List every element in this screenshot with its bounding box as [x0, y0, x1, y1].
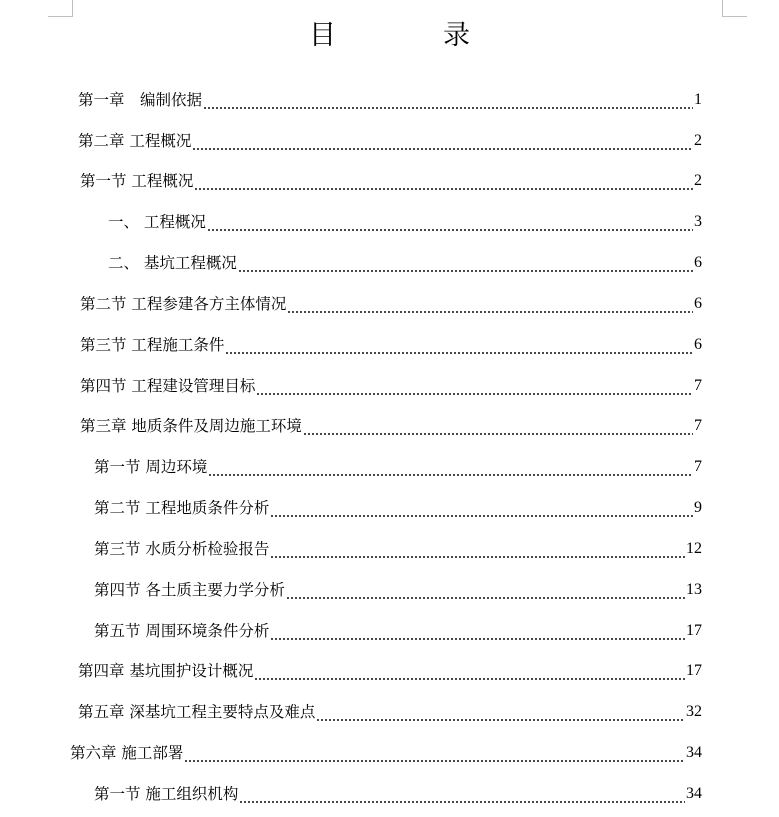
toc-entry-label: 第六章 施工部署: [70, 744, 184, 762]
toc-entry-label: 第四章 基坑围护设计概况: [78, 662, 254, 680]
toc-dot-leader: [316, 700, 685, 724]
toc-dot-leader: [270, 496, 693, 520]
toc-entry-label: 第二章 工程概况: [78, 132, 192, 150]
toc-entry[interactable]: [78, 129, 702, 153]
toc-entry-page: 7: [694, 417, 702, 434]
toc-dot-leader: [254, 659, 685, 683]
toc-entry-label: 第一节 施工组织机构: [94, 785, 239, 803]
page-corner-mark-right: [722, 0, 747, 17]
toc-entry-page: 13: [686, 581, 702, 598]
toc-entry-label: 第三节 工程施工条件: [80, 336, 225, 354]
toc-entry-label: 第三章 地质条件及周边施工环境: [80, 417, 302, 435]
toc-entry[interactable]: [80, 414, 702, 438]
toc-entry-page: 32: [686, 703, 702, 720]
toc-entry[interactable]: [78, 700, 702, 724]
toc-entry-page: 12: [686, 540, 702, 557]
toc-entry-label: 第四节 工程建设管理目标: [80, 377, 256, 395]
toc-entry-page: 3: [694, 213, 702, 230]
toc-entry[interactable]: [80, 292, 702, 316]
toc-entry-page: 6: [694, 254, 702, 271]
toc-entry[interactable]: [94, 782, 702, 806]
toc-dot-leader: [303, 414, 693, 438]
toc-entry[interactable]: [78, 659, 702, 683]
toc-entry-page: 17: [686, 622, 702, 639]
toc-dot-leader: [192, 129, 693, 153]
toc-dot-leader: [194, 169, 693, 193]
toc-dot-leader: [270, 537, 685, 561]
toc-entry-page: 9: [694, 499, 702, 516]
toc-entry-page: 34: [686, 785, 702, 802]
toc-entry[interactable]: [94, 537, 702, 561]
toc-entry-label: 第五节 周围环境条件分析: [94, 622, 270, 640]
toc-entry[interactable]: [94, 619, 702, 643]
toc-entry-page: 7: [694, 377, 702, 394]
toc-entry-page: 1: [694, 91, 702, 108]
toc-entry-page: 34: [686, 744, 702, 761]
toc-entry[interactable]: [80, 374, 702, 398]
toc-entry[interactable]: [108, 210, 702, 234]
toc-dot-leader: [239, 782, 685, 806]
toc-entry[interactable]: [80, 169, 702, 193]
toc-dot-leader: [286, 578, 685, 602]
toc-entry-label: 一、 工程概况: [108, 213, 206, 231]
toc-entry[interactable]: [70, 741, 702, 765]
toc-entry-label: 第一节 周边环境: [94, 458, 208, 476]
toc-dot-leader: [203, 88, 693, 112]
toc-dot-leader: [256, 374, 693, 398]
page-corner-mark-left: [48, 0, 73, 17]
toc-entry-label: 第二节 工程地质条件分析: [94, 499, 270, 517]
toc-entry-page: 17: [686, 662, 702, 679]
toc-entry-label: 第二节 工程参建各方主体情况: [80, 295, 287, 313]
toc-entry-page: 6: [694, 336, 702, 353]
toc-entry[interactable]: [94, 455, 702, 479]
toc-dot-leader: [208, 455, 693, 479]
toc-title: 目 录: [309, 20, 510, 51]
toc-dot-leader: [207, 210, 693, 234]
toc-entry-label: 第一章 编制依据: [78, 91, 203, 109]
toc-dot-leader: [270, 619, 685, 643]
toc-entry-page: 2: [694, 132, 702, 149]
toc-entry-page: 7: [694, 458, 702, 475]
toc-entry[interactable]: [108, 251, 702, 275]
toc-entry-label: 第五章 深基坑工程主要特点及难点: [78, 703, 316, 721]
toc-dot-leader: [184, 741, 685, 765]
toc-entry[interactable]: [94, 578, 702, 602]
toc-entry[interactable]: [78, 88, 702, 112]
toc-entry-page: 2: [694, 172, 702, 189]
toc-entry-label: 第三节 水质分析检验报告: [94, 540, 270, 558]
toc-entry-label: 第四节 各土质主要力学分析: [94, 581, 285, 599]
toc-entry-label: 二、 基坑工程概况: [108, 254, 237, 272]
toc-entry[interactable]: [80, 333, 702, 357]
toc-dot-leader: [238, 251, 693, 275]
toc-dot-leader: [287, 292, 693, 316]
toc-entry[interactable]: [94, 496, 702, 520]
toc-entry-label: 第一节 工程概况: [80, 172, 194, 190]
toc-entry-page: 6: [694, 295, 702, 312]
toc-dot-leader: [225, 333, 693, 357]
